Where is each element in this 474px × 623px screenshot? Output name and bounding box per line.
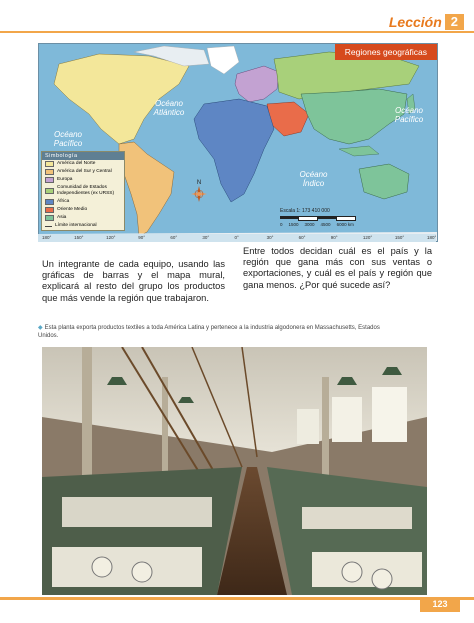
legend-item [42,160,124,168]
legend-swatch [45,199,54,205]
map-legend [41,151,125,231]
longitude-label: 120° [362,235,373,240]
scale-tick: 6000 km [336,222,354,227]
legend-label: Límite internacional [55,223,97,228]
page-number: 123 [420,597,460,612]
ocean-atlantic-label: Océano Atlántico [153,99,185,117]
scale-label: Escala 1: 173 410 000 [280,208,330,214]
paragraph-right: Entre todos decidan cuál es el país y la región que gana más con sus ventas o exportaciones, y cuál es el país y región que gana menos. ¿Por qué sucede así? [243,246,432,290]
longitude-labels [38,234,436,242]
legend-label: Asia [57,215,67,220]
longitude-label: 30° [202,235,210,240]
ocean-indian-label: Océano Índico [299,170,328,188]
longitude-label: 60° [298,235,306,240]
longitude-label: 90° [138,235,146,240]
compass-rose-icon [190,178,208,204]
longitude-label: 0° [234,235,239,240]
scale-tick: 3000 [304,222,315,227]
scale-bar [280,216,356,221]
lesson-label [389,14,464,30]
legend-swatch [45,226,52,227]
scale-ticks [280,222,356,227]
legend-item [42,214,124,222]
caption-text: Esta planta exporta productos textiles a toda América Latina y pertenece a la industria algodonera en Massachusetts, Estados Unidos. [38,325,380,339]
legend-swatch [45,169,54,175]
legend-swatch [45,215,54,221]
legend-label: Comunidad de Estados Independientes (ex URSS) [57,185,115,196]
lesson-word: Lección [388,14,442,30]
scale-tick: 1500 [288,222,299,227]
legend-item [42,198,124,206]
legend-label: América del Norte [57,161,96,166]
longitude-label: 180° [42,235,52,240]
ocean-pacific-west-label: Océano Pacífico [53,130,83,148]
textile-factory-photo [42,347,427,595]
legend-label: África [57,199,70,204]
photo-caption [38,324,388,340]
legend-label: Europa [57,177,73,182]
longitude-label: 60° [170,235,178,240]
legend-swatch [45,161,54,167]
legend-item [42,184,124,198]
legend-item [42,168,124,176]
textile-factory-illustration [42,347,427,595]
longitude-label: 120° [106,235,116,240]
paragraph-left: Un integrante de cada equipo, usando las gráficas de barras y el mapa mural, explicará al resto del grupo los productos que más vende la región que trabajaron. [42,259,225,303]
header-rule [0,31,474,33]
longitude-label: 150° [394,235,405,240]
legend-title: Simbología [42,152,124,160]
map-scale [280,208,356,227]
longitude-label: 150° [74,235,84,240]
legend-swatch [45,177,54,183]
ocean-pacific-east-label: Océano Pacífico [394,106,424,124]
legend-item [42,176,124,184]
legend-swatch [45,207,54,213]
scale-tick: 0 [280,222,283,227]
legend-item [42,206,124,214]
caption-bullet-icon: ◆ [38,325,43,331]
scale-tick: 4500 [320,222,331,227]
legend-label: América del Sur y Central [57,169,112,174]
lesson-number: 2 [445,14,464,30]
longitude-label: 180° [427,235,437,240]
longitude-label: 30° [266,235,274,240]
map-title: Regiones geográficas [335,44,437,60]
legend-item [42,222,124,230]
longitude-label: 90° [330,235,338,240]
legend-label: Oriente Medio [57,207,88,212]
compass-north-label: N [196,180,202,186]
footer-rule [0,597,474,600]
legend-swatch [45,188,54,194]
